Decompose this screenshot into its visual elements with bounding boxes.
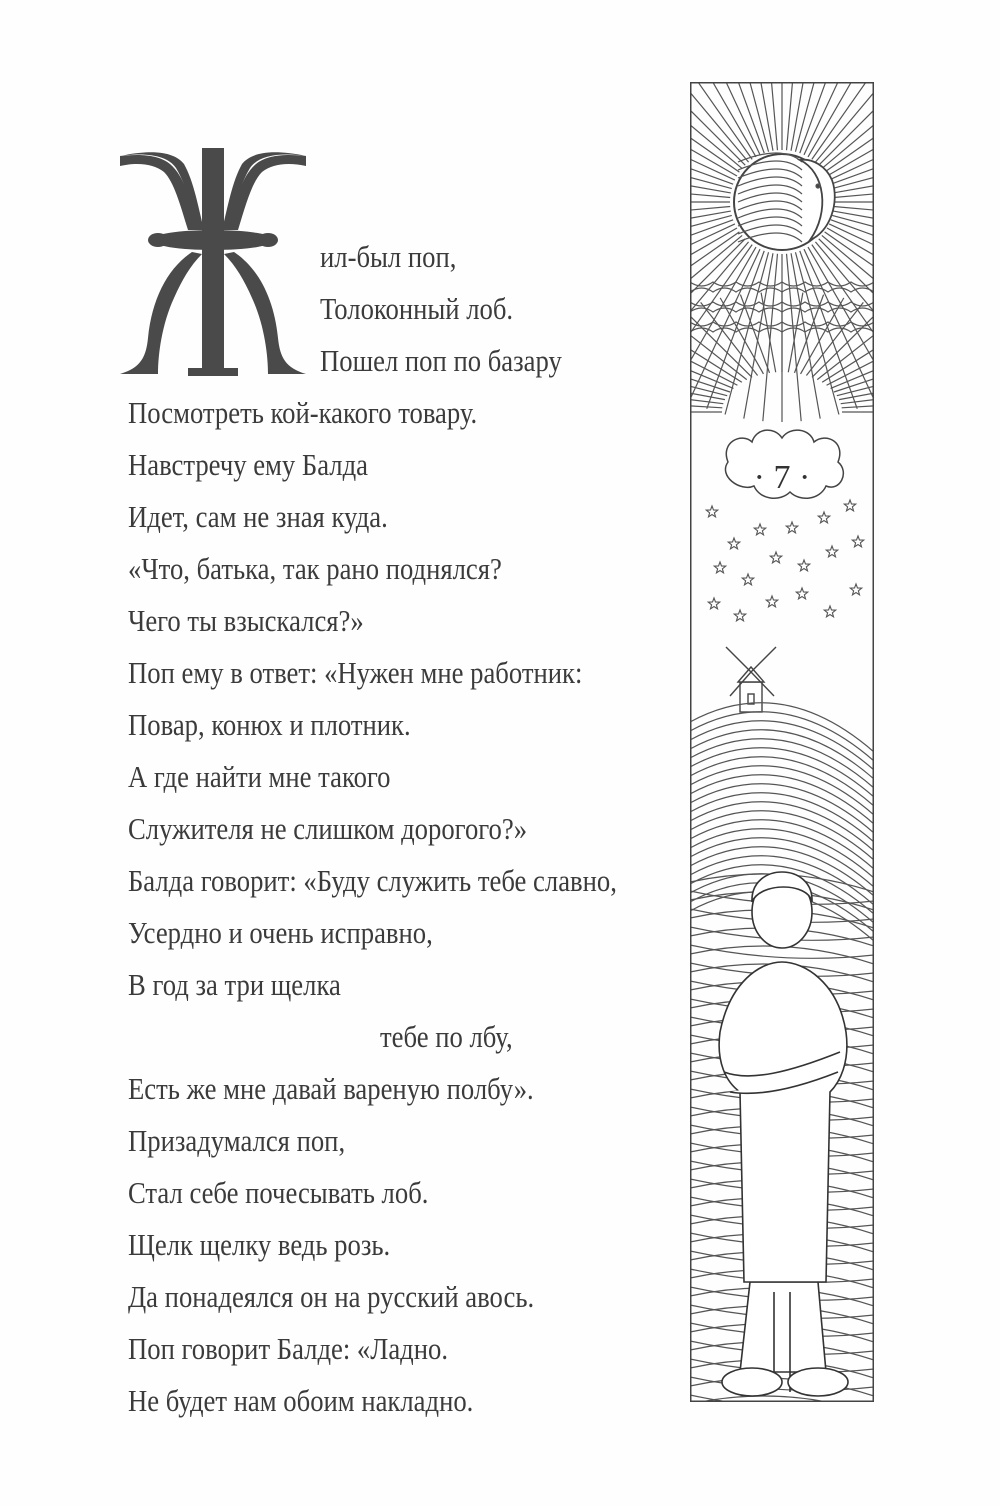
poem-line: Служителя не слишком дорогого?»: [128, 811, 528, 846]
poem-line: А где найти мне такого: [128, 759, 391, 794]
poem-line: Не будет нам обоим накладно.: [128, 1383, 474, 1418]
poem-line: Поп ему в ответ: «Нужен мне работник:: [128, 655, 583, 690]
page-number: · 7 ·: [753, 459, 811, 496]
poem-line: Посмотреть кой-какого товару.: [128, 395, 478, 430]
poem-line: Повар, конюх и плотник.: [128, 707, 411, 742]
poem-line: Щелк щелку ведь розь.: [128, 1227, 391, 1262]
poem-line: Стал себе почесывать лоб.: [128, 1175, 429, 1210]
poem-line: Навстречу ему Балда: [128, 447, 369, 482]
poem-line: тебе по лбу,: [380, 1019, 513, 1054]
poem-line: «Что, батька, так рано поднялся?: [128, 551, 502, 586]
poem-line: Балда говорит: «Буду служить тебе славно,: [128, 863, 617, 898]
poem-line: Толоконный лоб.: [320, 291, 514, 326]
poem-line: Призадумался поп,: [128, 1123, 346, 1158]
poem-line: Да понадеялся он на русский авось.: [128, 1279, 535, 1314]
poem-line: Пошел поп по базару: [320, 343, 562, 378]
poem-line: Чего ты взыскался?»: [128, 603, 364, 638]
poem-line: Идет, сам не зная куда.: [128, 499, 388, 534]
poem-line: Есть же мне давай вареную полбу».: [128, 1071, 534, 1106]
poem-line: Усердно и очень исправно,: [128, 915, 433, 950]
poem-line: Поп говорит Балде: «Ладно.: [128, 1331, 448, 1366]
poem-line: В год за три щелка: [128, 967, 341, 1002]
windmill-icon: [726, 647, 776, 712]
decorative-illustration-strip: [690, 82, 874, 1402]
poem-line: ил-был поп,: [320, 239, 457, 274]
